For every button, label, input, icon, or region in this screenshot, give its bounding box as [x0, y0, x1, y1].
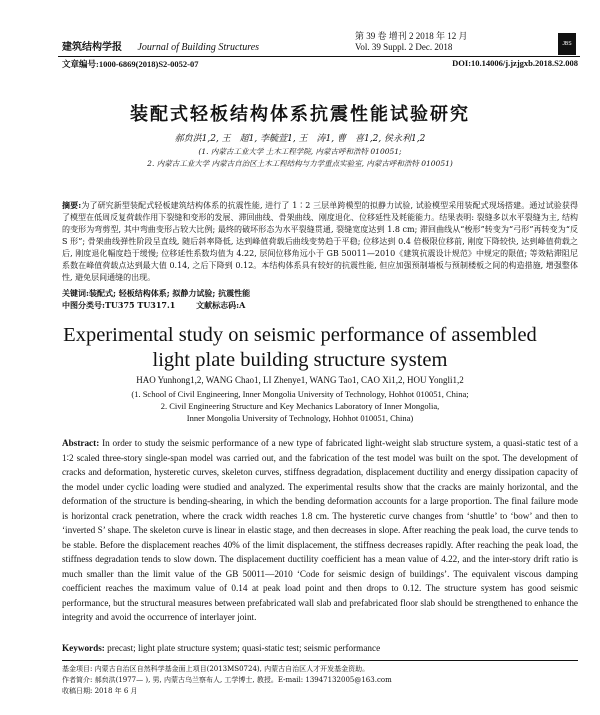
title-cn: 装配式轻板结构体系抗震性能试验研究	[130, 104, 470, 125]
clc-number: TU375 TU317.1	[104, 300, 176, 310]
abstract-cn-label: 摘要:	[62, 200, 82, 210]
footnote-fund: 基金项目: 内蒙古自治区自然科学基金面上项目(2013MS0724), 内蒙古自治区人才开发基金资助。	[62, 665, 370, 673]
keywords-cn: 关键词:装配式; 轻板结构体系; 拟静力试验; 抗震性能	[62, 288, 251, 298]
journal-header	[62, 38, 259, 53]
volume-line-en: Vol. 39 Suppl. 2 Dec. 2018	[355, 42, 453, 52]
header-rule	[58, 56, 580, 57]
classification-cn: 中图分类号:TU375 TU317.1 文献标志码:A	[62, 300, 246, 310]
authors-cn: 郝贠洪1,2, 王 超1, 李毓萱1, 王 涛1, 曹 喜1,2, 侯永利1,2	[174, 134, 426, 144]
title-en	[0, 323, 600, 373]
keywords-en-text: precast; light plate structure system; quasi-static test; seismic performance	[107, 643, 381, 653]
abstract-cn-text: 为了研究新型装配式轻板建筑结构体系的抗震性能, 进行了 1∶2 三层单跨模型的拟静力试验, 试验模型采用装配式现场搭建。通过试验获得了模型在低周反复荷载作用下裂缝和变形的发展、滞回曲线、骨架曲线、刚度退化、位移延性及耗能能力。结果表明: 裂缝多以水平裂缝为主, 结构的变形为弯剪型, 其中弯曲变形占较大比例; 最终的破坏形态为水平裂缝贯通, 裂缝宽度达到 1.8 cm; 滞回曲线从“梭形”转变为“弓形”再转变为“反 S 形”; 骨架曲线弹性阶段呈直线, 随后斜率降低, 达到峰值荷载后曲线变势趋于平稳; 位移达到 0.4 倍极限位移前, 刚度下降较快, 达到峰值荷载之后, 刚度退化幅度趋于缓慢; 位移延性系数均值为 4.22, 层间位移角远小于 GB 50011—2010《建筑抗震设计规范》中规定的限值; 等效粘滞阻尼系数在峰值荷载点达到最大值 0.14, 之后下降到 0.12。本结构体系具有较好的抗震性能, 但应加强预制墙板与预制楼板之间的构造措施, 增强整体性, 避免层间通缝的出现。	[62, 201, 579, 282]
abstract-en-text: In order to study the seismic performance of a new type of fabricated light-weight slab structure system, a quasi-static test of a 1∶2 scaled three-story single-span model was carried out, and the fabrication of the test model was built on the spot. The development of cracks and deformation, hysteretic curves, skeleton curves, stiffness degradation, displacement ductility and energy dissipation capacity of the model under cyclic loading were studied and analyzed. The experimental results show that the cracks are mainly horizontal, and the deformation of the structure is bending-shearing, in which the bending deformation accounts for a large proportion. The final failure mode is horizontal crack penetration, where the crack width reaches 1.8 cm. The hysteretic curve changes from ‘shuttle’ to ‘bow’ and then to ‘inverted S’ shape. The skeleton curve is linear in elastic stage, and then decreases in slope. After reaching the peak load, the curve tends to be stable. Before the displacement reaches 40% of the limit displacement, the stiffness decreases rapidly. After reaching the peak load, the stiffness degradation tends to slow down. The displacement ductility coefficient has a mean value of 4.22, and the inter-story drift ratio is much smaller than the limit value of the GB 50011—2010 ‘Code for seismic design of buildings’. The equivalent viscous damping coefficient reaches the maximum value of 0.14 at peak load point and then drops to 0.12. The structure system has good seismic performance, but the structural measures between prefabricated wall slab and prefabricated floor slab should be strengthened to enhance the integrity and avoid the occurrence of interlayer joint.	[62, 438, 578, 622]
affiliation-cn-2: 2. 内蒙古工业大学 内蒙古自治区土木工程结构与力学重点实验室, 内蒙古呼和浩特 010051)	[147, 159, 453, 168]
abstract-cn	[62, 199, 578, 284]
footnote-author: 作者简介: 郝贠洪(1977— ), 男, 内蒙古乌兰察布人, 工学博士, 教授。E-mail: 13947132005@163.com	[62, 676, 392, 684]
journal-logo-icon: JBS	[558, 33, 576, 55]
affiliation-cn-1: (1. 内蒙古工业大学 土木工程学院, 内蒙古呼和浩特 010051;	[198, 147, 402, 156]
authors-en: HAO Yunhong1,2, WANG Chao1, LI Zhenye1, WANG Tao1, CAO Xi1,2, HOU Yongli1,2	[136, 375, 464, 385]
abstract-en	[62, 436, 578, 625]
abstract-en-label: Abstract:	[62, 438, 100, 448]
journal-name-en: Journal of Building Structures	[137, 42, 260, 53]
article-id: 文章编号:1000-6869(2018)S2-0052-07	[62, 59, 199, 69]
keywords-cn-text: 装配式; 轻板结构体系; 拟静力试验; 抗震性能	[88, 288, 251, 298]
keywords-en: Keywords: precast; light plate structure system; quasi-static test; seismic performance	[62, 643, 381, 653]
title-en-line-2: light plate building structure system	[152, 349, 448, 371]
doc-code: A	[239, 300, 246, 310]
volume-line-cn: 第 39 卷 增刊 2 2018 年 12 月	[355, 31, 468, 41]
affiliation-en-2a: 2. Civil Engineering Structure and Key Mechanics Laboratory of Inner Mongolia,	[160, 401, 440, 411]
affiliation-en-2b: Inner Mongolia University of Technology, Hohhot 010051, China)	[186, 413, 414, 423]
footnote-rule	[62, 660, 578, 661]
doi: DOI:10.14006/j.jzjgxb.2018.S2.008	[452, 58, 578, 68]
journal-name-cn: 建筑结构学报	[62, 42, 122, 53]
footnote-received: 收稿日期: 2018 年 6 月	[62, 687, 138, 695]
title-en-line-1: Experimental study on seismic performance of assembled	[63, 324, 537, 346]
volume-info	[355, 31, 468, 53]
affiliation-en-1: (1. School of Civil Engineering, Inner Mongolia University of Technology, Hohhot 010051, China;	[131, 389, 469, 399]
article-meta	[62, 58, 578, 70]
